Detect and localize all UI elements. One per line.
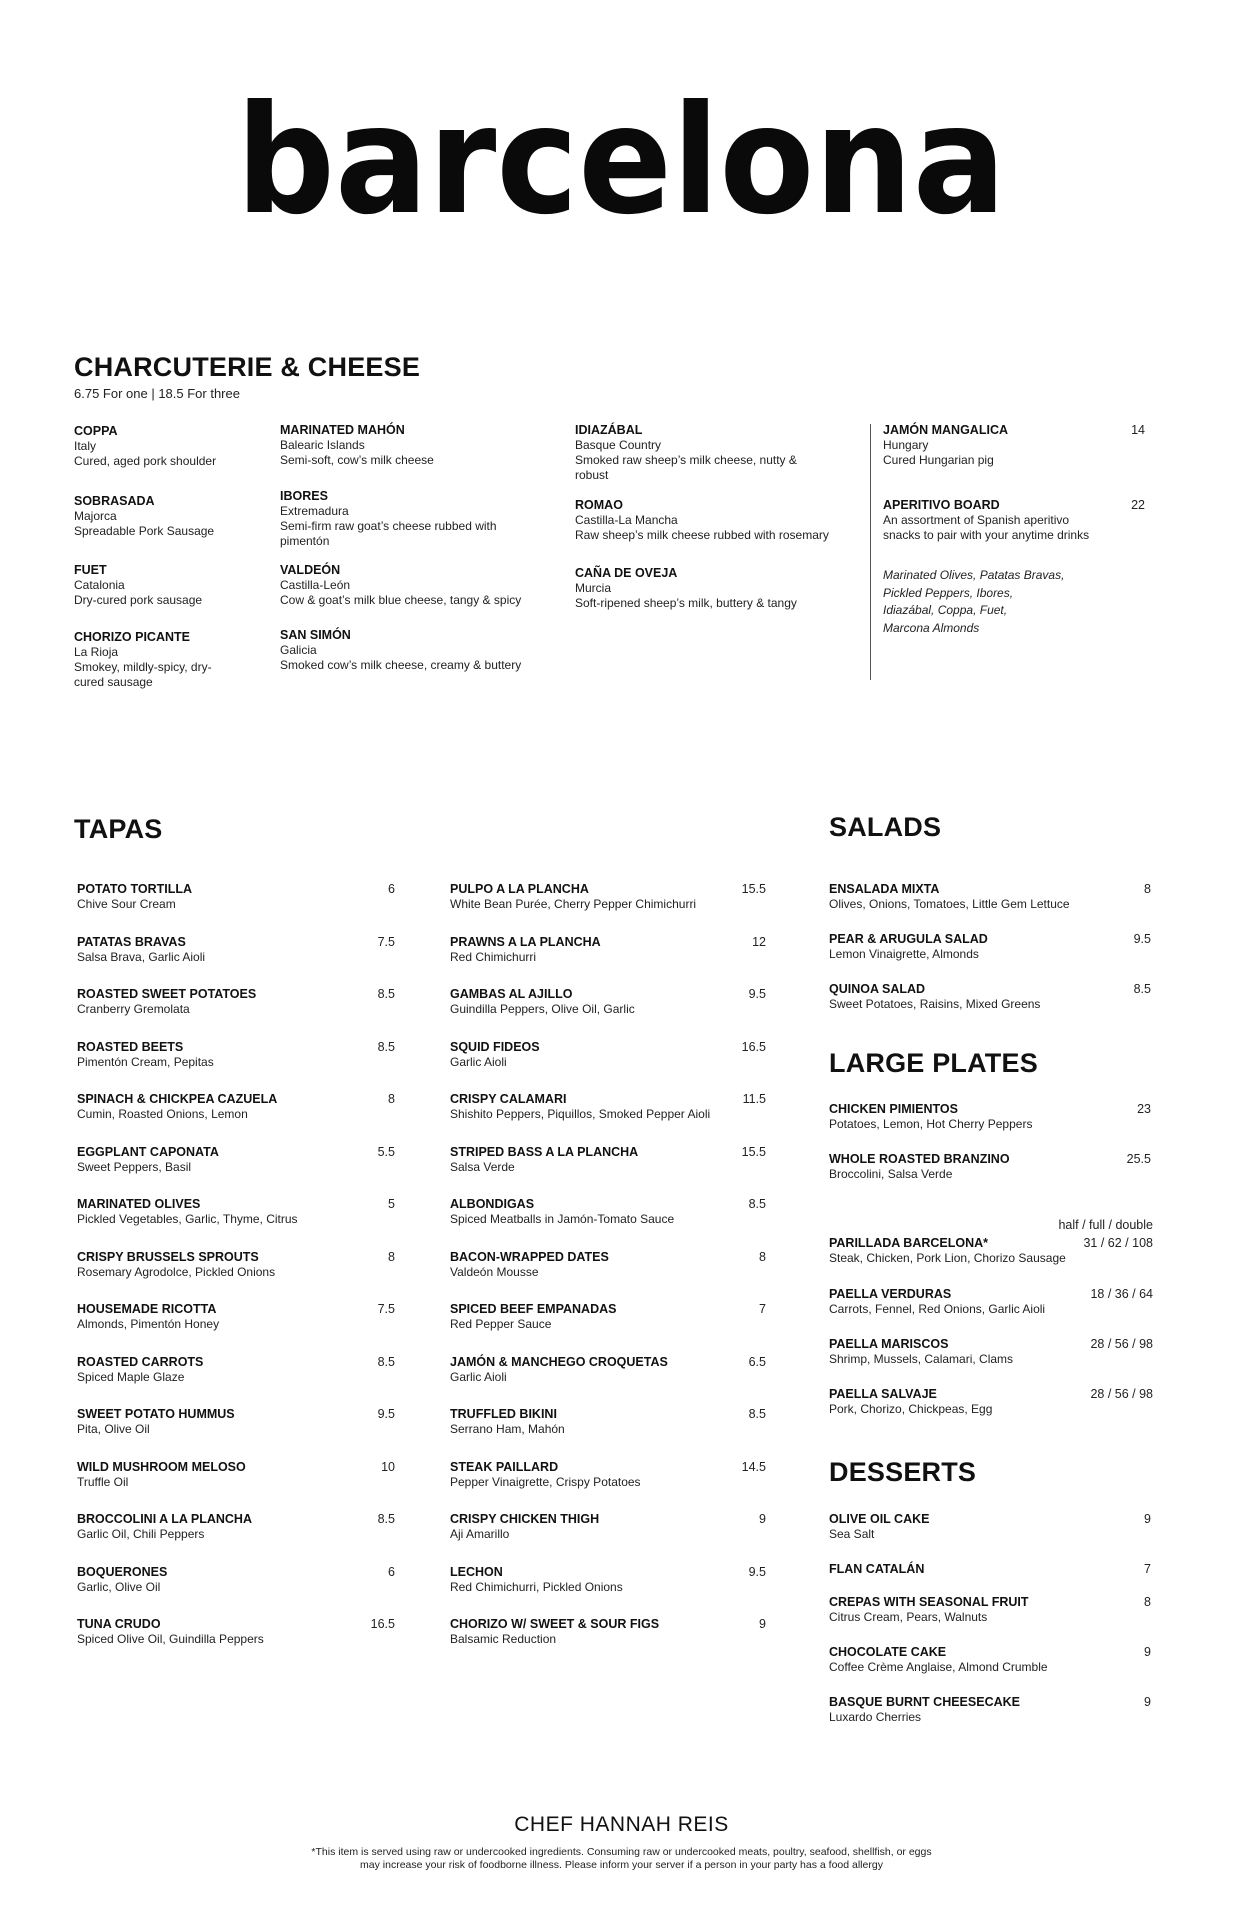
item-price: 7 — [759, 1302, 766, 1316]
item-name: QUINOA SALAD — [829, 982, 926, 996]
tapas-title: TAPAS — [74, 814, 163, 844]
item-name: EGGPLANT CAPONATA — [77, 1144, 219, 1159]
item-detail: Semi-firm raw goat’s cheese rubbed with — [280, 519, 497, 533]
item-description: Pita, Olive Oil — [77, 1422, 150, 1436]
item-description: Potatoes, Lemon, Hot Cherry Peppers — [829, 1117, 1033, 1131]
menu-item — [77, 1407, 377, 1437]
item-name: IDIAZÁBAL — [575, 423, 643, 437]
item-detail: Cured Hungarian pig — [883, 453, 994, 467]
item-price: 9.5 — [748, 987, 766, 1001]
item-price: 25.5 — [1126, 1152, 1151, 1166]
menu-item — [77, 1092, 377, 1122]
menu-item — [280, 563, 550, 608]
menu-item — [450, 1197, 770, 1227]
item-name: SOBRASADA — [74, 494, 155, 508]
item-name: PULPO A LA PLANCHA — [450, 882, 589, 896]
menu-item — [77, 1145, 377, 1175]
item-name: TUNA CRUDO — [77, 1617, 161, 1631]
item-price: 16.5 — [741, 1039, 766, 1054]
aperitivo-item: Marinated Olives, Patatas Bravas, — [883, 568, 1065, 582]
menu-item — [77, 1512, 377, 1542]
menu-item — [77, 1302, 377, 1332]
item-name: VALDEÓN — [280, 563, 341, 577]
menu-item — [280, 423, 550, 468]
menu-item — [575, 566, 845, 611]
item-price: 12 — [752, 934, 766, 949]
item-description: Spiced Olive Oil, Guindilla Peppers — [77, 1632, 264, 1646]
item-description: Coffee Crème Anglaise, Almond Crumble — [829, 1660, 1048, 1674]
item-detail: Spreadable Pork Sausage — [74, 524, 215, 538]
item-price: 10 — [381, 1459, 395, 1474]
item-description: Garlic, Olive Oil — [77, 1579, 161, 1594]
menu-item — [829, 1695, 1159, 1725]
item-detail: Cow & goat’s milk blue cheese, tangy & spicy — [280, 593, 522, 607]
item-name: GAMBAS AL AJILLO — [450, 987, 573, 1001]
item-name: PAELLA MARISCOS — [829, 1337, 949, 1351]
item-name: BOQUERONES — [77, 1564, 168, 1579]
item-price: 9 — [1144, 1695, 1151, 1709]
menu-item — [450, 1460, 770, 1490]
menu-item — [883, 498, 1133, 543]
menu-item — [450, 935, 770, 965]
item-detail: An assortment of Spanish aperitivo — [883, 513, 1070, 527]
item-detail: Balearic Islands — [280, 438, 365, 452]
menu-item — [829, 1645, 1159, 1675]
item-detail: Smokey, mildly-spicy, dry- — [74, 660, 212, 674]
item-description: Shishito Peppers, Piquillos, Smoked Pepper Aioli — [450, 1107, 711, 1121]
item-detail: robust — [575, 468, 609, 482]
menu-item — [450, 1617, 770, 1647]
menu-item — [74, 563, 264, 608]
item-price: 6 — [388, 1564, 395, 1579]
item-name: MARINATED MAHÓN — [280, 423, 405, 437]
item-description: Cranberry Gremolata — [77, 1002, 190, 1016]
item-price: 22 — [1131, 498, 1145, 512]
item-price: 9 — [1144, 1512, 1151, 1526]
item-name: PRAWNS A LA PLANCHA — [450, 934, 601, 949]
menu-item — [74, 630, 264, 690]
item-description: Cumin, Roasted Onions, Lemon — [77, 1107, 248, 1121]
menu-item — [829, 882, 1159, 912]
menu-item — [575, 498, 845, 543]
menu-item — [450, 1092, 770, 1122]
charcuterie-title: CHARCUTERIE & CHEESE — [74, 352, 421, 382]
barcelona-logo — [0, 92, 1243, 242]
item-description: Garlic Aioli — [450, 1369, 507, 1384]
item-price: 6.5 — [748, 1354, 766, 1369]
menu-item — [829, 932, 1159, 962]
item-description: Red Chimichurri, Pickled Onions — [450, 1579, 623, 1594]
item-price: 9.5 — [377, 1407, 395, 1421]
item-name: STRIPED BASS A LA PLANCHA — [450, 1144, 639, 1159]
item-price: 8 — [1144, 882, 1151, 896]
item-detail: Castilla-León — [280, 578, 351, 592]
item-name: ROASTED BEETS — [77, 1039, 184, 1054]
item-price: 8.5 — [377, 987, 395, 1001]
size-header: half / full / double — [1058, 1218, 1153, 1232]
item-detail: snacks to pair with your anytime drinks — [883, 528, 1090, 542]
item-description: Garlic Oil, Chili Peppers — [77, 1527, 205, 1541]
item-price: 7.5 — [377, 934, 395, 949]
menu-item — [280, 489, 550, 549]
item-price: 14 — [1131, 423, 1145, 437]
menu-item — [829, 982, 1159, 1012]
item-detail: Castilla-La Mancha — [575, 513, 678, 527]
menu-item — [77, 1197, 377, 1227]
menu-item — [829, 1337, 1129, 1367]
item-name: SWEET POTATO HUMMUS — [77, 1407, 235, 1421]
menu-item — [74, 424, 264, 469]
menu-item — [883, 423, 1133, 468]
menu-item — [829, 1102, 1159, 1132]
item-detail: Cured, aged pork shoulder — [74, 454, 217, 468]
item-name: JAMÓN & MANCHEGO CROQUETAS — [450, 1354, 668, 1369]
item-name: LECHON — [450, 1564, 503, 1579]
menu-item — [77, 1617, 377, 1647]
item-description: Olives, Onions, Tomatoes, Little Gem Lettuce — [829, 897, 1070, 911]
item-price: 9 — [759, 1617, 766, 1631]
item-detail: La Rioja — [74, 645, 119, 659]
item-detail: Smoked raw sheep’s milk cheese, nutty & — [575, 453, 797, 467]
item-price: 15.5 — [741, 1144, 766, 1159]
item-name: WHOLE ROASTED BRANZINO — [829, 1152, 1010, 1166]
item-description: Salsa Verde — [450, 1159, 515, 1174]
item-price: 8 — [388, 1092, 395, 1106]
item-name: BROCCOLINI A LA PLANCHA — [77, 1512, 252, 1526]
menu-item — [450, 1145, 770, 1175]
item-name: STEAK PAILLARD — [450, 1459, 559, 1474]
item-price: 5 — [388, 1197, 395, 1211]
item-description: Luxardo Cherries — [829, 1710, 922, 1724]
item-price: 31 / 62 / 108 — [1083, 1236, 1153, 1250]
item-name: TRUFFLED BIKINI — [450, 1407, 557, 1421]
chef-name: CHEF HANNAH REIS — [514, 1813, 729, 1836]
item-detail: Hungary — [883, 438, 929, 452]
menu-item — [450, 1407, 770, 1437]
menu-item — [829, 1512, 1159, 1542]
item-description: Balsamic Reduction — [450, 1632, 557, 1646]
item-description: Steak, Chicken, Pork Lion, Chorizo Sausage — [829, 1251, 1066, 1265]
aperitivo-board-contents — [883, 567, 1064, 637]
item-detail: cured sausage — [74, 675, 153, 689]
menu-item — [77, 882, 377, 912]
item-name: HOUSEMADE RICOTTA — [77, 1302, 217, 1316]
item-name: CHORIZO PICANTE — [74, 630, 190, 644]
item-description: Sweet Peppers, Basil — [77, 1159, 192, 1174]
menu-item — [829, 1387, 1129, 1417]
menu-item — [77, 1565, 377, 1595]
item-description: Shrimp, Mussels, Calamari, Clams — [829, 1352, 1014, 1366]
item-name: COPPA — [74, 424, 118, 438]
salads-title: SALADS — [829, 812, 942, 842]
item-price: 23 — [1137, 1102, 1151, 1116]
item-price: 6 — [388, 882, 395, 896]
item-description: Lemon Vinaigrette, Almonds — [829, 947, 979, 961]
menu-item — [450, 1355, 770, 1385]
barcelona-logo-text: barcelona — [236, 92, 1006, 242]
menu-item — [450, 1302, 770, 1332]
item-detail: Catalonia — [74, 578, 125, 592]
item-description: Guindilla Peppers, Olive Oil, Garlic — [450, 1002, 635, 1016]
item-name: CHICKEN PIMIENTOS — [829, 1102, 958, 1116]
item-price: 16.5 — [370, 1617, 395, 1631]
item-detail: Semi-soft, cow’s milk cheese — [280, 453, 434, 467]
item-name: CHORIZO W/ SWEET & SOUR FIGS — [450, 1617, 660, 1631]
item-name: SAN SIMÓN — [280, 628, 351, 642]
item-price: 8 — [388, 1249, 395, 1264]
item-description: Aji Amarillo — [450, 1527, 510, 1541]
item-name: POTATO TORTILLA — [77, 882, 193, 896]
item-price: 18 / 36 / 64 — [1090, 1287, 1153, 1301]
item-price: 9 — [759, 1512, 766, 1526]
item-description: Salsa Brava, Garlic Aioli — [77, 949, 206, 964]
item-price: 9.5 — [748, 1564, 766, 1579]
item-description: Sweet Potatoes, Raisins, Mixed Greens — [829, 997, 1041, 1011]
item-detail: Dry-cured pork sausage — [74, 593, 203, 607]
column-divider — [870, 424, 871, 680]
menu-item — [74, 494, 264, 539]
item-detail: Majorca — [74, 509, 117, 523]
large-plates-title: LARGE PLATES — [829, 1048, 1038, 1078]
item-name: ROMAO — [575, 498, 623, 512]
item-name: ENSALADA MIXTA — [829, 882, 940, 896]
charcuterie-subtitle: 6.75 For one | 18.5 For three — [74, 386, 240, 401]
item-price: 28 / 56 / 98 — [1090, 1337, 1153, 1351]
menu-item — [77, 935, 377, 965]
item-detail: Murcia — [575, 581, 612, 595]
item-price: 8 — [1144, 1595, 1151, 1609]
menu-item — [829, 1595, 1159, 1625]
item-name: BACON-WRAPPED DATES — [450, 1249, 609, 1264]
item-price: 9 — [1144, 1645, 1151, 1659]
item-name: ALBONDIGAS — [450, 1197, 535, 1211]
item-detail: Soft-ripened sheep’s milk, buttery & tangy — [575, 596, 797, 610]
item-price: 8.5 — [377, 1039, 395, 1054]
item-name: BASQUE BURNT CHEESECAKE — [829, 1695, 1020, 1709]
item-detail: Basque Country — [575, 438, 662, 452]
menu-item — [77, 987, 377, 1017]
item-name: CAÑA DE OVEJA — [575, 566, 678, 580]
menu-item — [575, 423, 845, 483]
menu-item — [829, 1152, 1159, 1182]
item-detail: Extremadura — [280, 504, 349, 518]
item-name: OLIVE OIL CAKE — [829, 1512, 930, 1526]
item-price: 7 — [1144, 1562, 1151, 1576]
aperitivo-item: Pickled Peppers, Ibores, — [883, 585, 1014, 600]
item-name: APERITIVO BOARD — [883, 498, 1000, 512]
item-description: Garlic Aioli — [450, 1054, 507, 1069]
item-description: Red Chimichurri — [450, 949, 537, 964]
menu-item — [77, 1460, 377, 1490]
menu-item — [77, 1040, 377, 1070]
item-price: 7.5 — [377, 1302, 395, 1316]
item-detail: Smoked cow’s milk cheese, creamy & buttery — [280, 658, 522, 672]
item-price: 11.5 — [742, 1092, 766, 1106]
item-description: Valdeón Mousse — [450, 1264, 539, 1279]
item-description: White Bean Purée, Cherry Pepper Chimichurri — [450, 897, 697, 911]
item-description: Pimentón Cream, Pepitas — [77, 1054, 214, 1069]
item-description: Carrots, Fennel, Red Onions, Garlic Aioli — [829, 1302, 1046, 1316]
item-description: Pepper Vinaigrette, Crispy Potatoes — [450, 1474, 641, 1489]
menu-item — [77, 1250, 377, 1280]
item-price: 28 / 56 / 98 — [1090, 1387, 1153, 1401]
menu-item — [450, 987, 770, 1017]
item-price: 8 — [759, 1249, 766, 1264]
menu-item — [450, 1512, 770, 1542]
item-name: SQUID FIDEOS — [450, 1039, 540, 1054]
item-description: Rosemary Agrodolce, Pickled Onions — [77, 1264, 276, 1279]
item-price: 5.5 — [377, 1144, 395, 1159]
menu-item — [450, 1040, 770, 1070]
item-name: ROASTED CARROTS — [77, 1354, 204, 1369]
desserts-title: DESSERTS — [829, 1457, 977, 1487]
item-price: 8.5 — [748, 1197, 766, 1211]
item-price: 14.5 — [741, 1459, 766, 1474]
item-name: SPICED BEEF EMPANADAS — [450, 1302, 617, 1316]
item-price: 8.5 — [748, 1407, 766, 1421]
disclaimer-line: *This item is served using raw or undercooked ingredients. Consuming raw or undercooked meats, poultry, seafood, shellfish, or eggs — [311, 1846, 932, 1858]
item-name: CHOCOLATE CAKE — [829, 1645, 947, 1659]
item-description: Serrano Ham, Mahón — [450, 1422, 565, 1436]
item-name: MARINATED OLIVES — [77, 1197, 201, 1211]
menu-item — [829, 1287, 1129, 1317]
item-price: 15.5 — [741, 882, 766, 896]
item-name: PATATAS BRAVAS — [77, 934, 186, 949]
menu-item — [450, 882, 770, 912]
item-description: Pickled Vegetables, Garlic, Thyme, Citrus — [77, 1212, 298, 1226]
item-detail: Raw sheep’s milk cheese rubbed with rosemary — [575, 528, 829, 542]
item-price: 9.5 — [1133, 932, 1151, 946]
item-name: CRISPY BRUSSELS SPROUTS — [77, 1249, 259, 1264]
item-detail: Italy — [74, 439, 97, 453]
item-name: JAMÓN MANGALICA — [883, 423, 1008, 437]
item-description: Spiced Maple Glaze — [77, 1369, 185, 1384]
item-description: Chive Sour Cream — [77, 897, 176, 911]
menu-item — [829, 1562, 1159, 1577]
menu-item — [450, 1250, 770, 1280]
food-allergy-disclaimer — [0, 1846, 1243, 1872]
item-description: Broccolini, Salsa Verde — [829, 1167, 953, 1181]
item-price: 8.5 — [377, 1354, 395, 1369]
item-description: Sea Salt — [829, 1527, 875, 1541]
item-name: PAELLA SALVAJE — [829, 1387, 937, 1401]
item-description: Almonds, Pimentón Honey — [77, 1317, 220, 1331]
disclaimer-line: may increase your risk of foodborne illness. Please inform your server if a person in your party has a food allergy — [360, 1859, 883, 1871]
aperitivo-item: Marcona Almonds — [883, 620, 980, 635]
item-description: Spiced Meatballs in Jamón-Tomato Sauce — [450, 1212, 675, 1226]
menu-item — [280, 628, 550, 673]
item-description: Red Pepper Sauce — [450, 1317, 552, 1331]
item-name: FLAN CATALÁN — [829, 1562, 925, 1576]
menu-item — [450, 1565, 770, 1595]
item-name: FUET — [74, 563, 107, 577]
item-name: ROASTED SWEET POTATOES — [77, 987, 257, 1001]
item-name: WILD MUSHROOM MELOSO — [77, 1459, 246, 1474]
item-name: CRISPY CHICKEN THIGH — [450, 1512, 600, 1526]
item-name: SPINACH & CHICKPEA CAZUELA — [77, 1092, 278, 1106]
item-name: CRISPY CALAMARI — [450, 1092, 567, 1106]
item-name: PEAR & ARUGULA SALAD — [829, 932, 988, 946]
item-description: Pork, Chorizo, Chickpeas, Egg — [829, 1402, 993, 1416]
item-name: PAELLA VERDURAS — [829, 1287, 952, 1301]
item-price: 8.5 — [377, 1512, 395, 1526]
item-name: PARILLADA BARCELONA* — [829, 1236, 989, 1250]
item-description: Citrus Cream, Pears, Walnuts — [829, 1610, 988, 1624]
item-name: CREPAS WITH SEASONAL FRUIT — [829, 1595, 1029, 1609]
aperitivo-item: Idiazábal, Coppa, Fuet, — [883, 603, 1008, 617]
item-name: IBORES — [280, 489, 328, 503]
item-detail: pimentón — [280, 534, 330, 548]
item-price: 8.5 — [1133, 982, 1151, 996]
menu-item — [77, 1355, 377, 1385]
item-detail: Galicia — [280, 643, 317, 657]
item-description: Truffle Oil — [77, 1474, 129, 1489]
